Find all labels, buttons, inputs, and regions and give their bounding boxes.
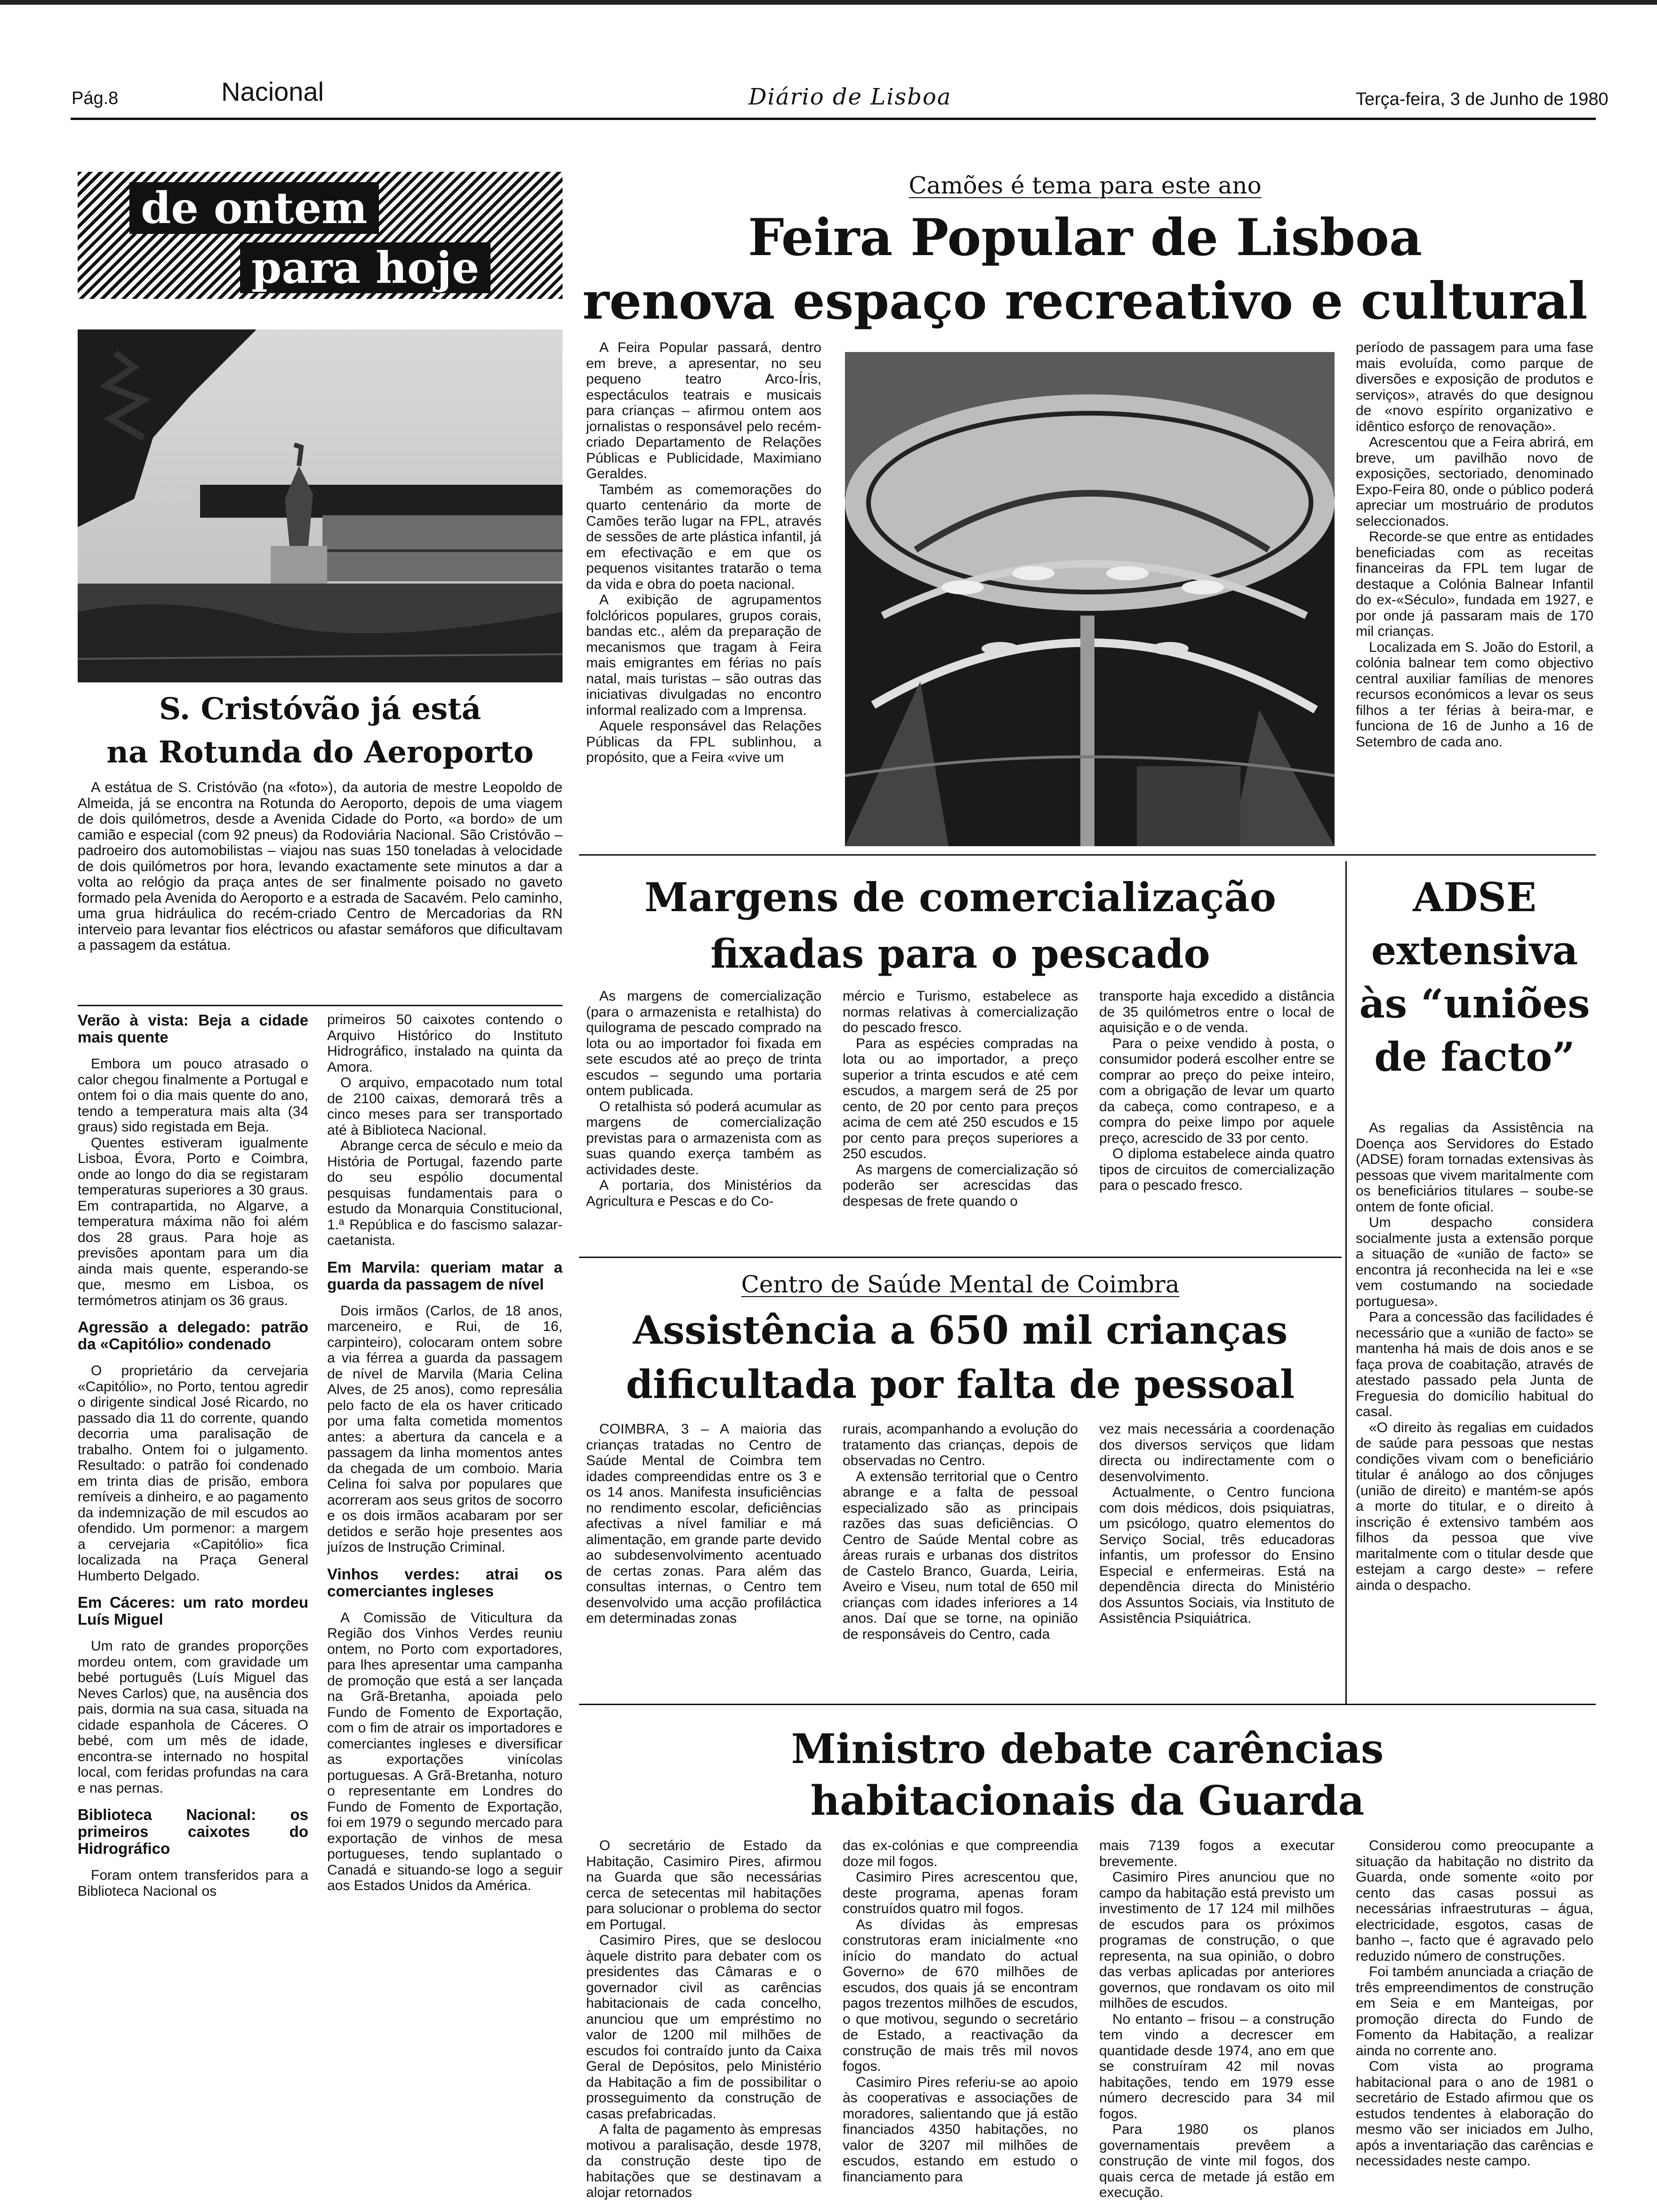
margens-col2-paragraph-2: Para as espécies compradas na lota ou ao importador, a preço superior a trinta escudos e até cem escudos, a margem será de 25 por cento, de 20 por cento para preços acima de cem até 250 escudos e 15 por cento para preços superiores a 250 escudos. bbox=[843, 1035, 1078, 1162]
margens-column-1 bbox=[586, 988, 821, 1252]
margens-col1-paragraph-1: As margens de comercialização (para o armazenista e retalhista) do quilograma de pescado comprado na lota ou ao importador foi fixada em sete escudos até ao preço de trinta escudos – segundo uma portaria ontem publicada. bbox=[586, 988, 821, 1098]
coimbra-column-3 bbox=[1099, 1421, 1335, 1697]
coimbra-col2-paragraph-1: rurais, acompanhando a evolução do tratamento das crianças, depois de observadas no Centro. bbox=[843, 1421, 1078, 1468]
coimbra-kicker: Centro de Saúde Mental de Coimbra bbox=[741, 1271, 1180, 1298]
guarda-col4-paragraph-1: Considerou como preocupante a situação da habitação no distrito da Guarda, onde somente «oito por cento das casas possui as necessárias infraestruturas – água, electricidade, esgotos, casas de banho –, facto que é agravado pelo reduzido número de construções. bbox=[1356, 1838, 1593, 1964]
feira-col3-paragraph-2: Acrescentou que a Feira abrirá, em breve, um pavilhão novo de exposições, sectoriado, denominado Expo-Feira 80, onde o público poderá apreciar um mostruário de produtos seleccionados. bbox=[1356, 434, 1593, 529]
margens-column-2 bbox=[843, 988, 1078, 1252]
guarda-col2-paragraph-2: Casimiro Pires acrescentou que, deste programa, apenas foram construídos quatro mil fogos. bbox=[843, 1869, 1078, 1916]
margens-col3-paragraph-1: transporte haja excedido a distância de 35 quilómetros entre o local de aquisição e o de venda. bbox=[1099, 988, 1335, 1035]
biblioteca-paragraph-3: Abrange cerca de século e meio da História de Portugal, fazendo parte do seu espólio documental pesquisas fundamentais para o estudo da Monarquia Constitucional, 1.ª República e do fascismo salazar-caetanista. bbox=[327, 1138, 563, 1248]
feira-photo bbox=[845, 352, 1335, 846]
margens-col2-paragraph-1: mércio e Turismo, estabelece as normas relativas à comercialização do pescado fresco. bbox=[843, 988, 1078, 1035]
margens-col1-paragraph-2: O retalhista só poderá acumular as margens de comercialização previstas para o armazenista com as suas quando exerça também as actividades deste. bbox=[586, 1098, 821, 1178]
guarda-col3-paragraph-4: Para 1980 os planos governamentais prevêem a construção de vinte mil fogos, dos quais cerca de metade já estão em execução. bbox=[1099, 2122, 1335, 2200]
feira-col1-paragraph-3: A exibição de agrupamentos folclóricos populares, grupos corais, bandas etc., além da preparação de mecanismos que tragam à Feira mais emigrantes em férias no país natal, mais turistas – são outras das iniciativas divulgadas no encontro informal realizado com a Imprensa. bbox=[586, 592, 821, 718]
guarda-col3-paragraph-2: Casimiro Pires anunciou que no campo da habitação está previsto um investimento de 17 124 mil milhões de escudos para os próximos programas de construção, o que representa, na sua opinião, o dobro das verbas aplicadas por anteriores governos, que rondavam os oito mil milhões de escudos. bbox=[1099, 1869, 1335, 2011]
adse-paragraph-4: «O direito às regalias em cuidados de saúde para pessoas que nestas condições vivam com o beneficiário titular é análogo ao dos cônjuges (união de direito) e mantém-se após a morte do titular, e o direito à inscrição é extensivo também aos filhos da pessoa que vive maritalmente com o titular desde que estejam a cargo deste» – refere ainda o despacho. bbox=[1356, 1419, 1593, 1593]
verao-paragraph-1: Embora um pouco atrasado o calor chegou finalmente a Portugal e ontem foi o dia mais quente do ano, tendo a temperatura mais alta (34 graus) sido registada em Beja. bbox=[78, 1056, 308, 1135]
page-number: Pág.8 bbox=[72, 88, 119, 108]
biblioteca-paragraph-2: O arquivo, empacotado num total de 2100 caixas, demorará três a cinco meses para ser transportado até à Biblioteca Nacional. bbox=[327, 1075, 563, 1138]
guarda-column-1 bbox=[586, 1838, 821, 2212]
biblioteca-paragraph-start: Foram ontem transferidos para a Biblioteca Nacional os bbox=[78, 1867, 308, 1899]
feira-col1-paragraph-4: Aquele responsável das Relações Públicas da FPL sublinhou, a propósito, que a Feira «vive um bbox=[586, 718, 821, 765]
statue-photo-illustration bbox=[78, 329, 563, 682]
feira-headline-2: renova espaço recreativo e cultural bbox=[582, 272, 1588, 331]
marvila-heading: Em Marvila: queriam matar a guarda da passagem de nível bbox=[327, 1258, 563, 1293]
feira-headline-1: Feira Popular de Lisboa bbox=[748, 208, 1422, 267]
guarda-column-4 bbox=[1356, 1838, 1593, 2212]
guarda-col1-paragraph-1: O secretário de Estado da Habitação, Casimiro Pires, afirmou na Guarda que são necessárias cerca de setecentas mil habitações para solucionar o problema do sector em Portugal. bbox=[586, 1838, 821, 1932]
vinhos-heading: Vinhos verdes: atrai os comerciantes ingleses bbox=[327, 1565, 563, 1600]
agressao-heading: Agressão a delegado: patrão da «Capitólio» condenado bbox=[78, 1318, 308, 1353]
margens-headline-2: fixadas para o pescado bbox=[710, 930, 1210, 977]
biblioteca-paragraph-cont: primeiros 50 caixotes contendo o Arquivo Histórico do Instituto Hidrográfico, instalado na quinta da Amora. bbox=[327, 1012, 563, 1075]
adse-paragraph-2: Um despacho considera socialmente justa a extensão porque a situação de «união de facto» se encontra já reconhecida na lei e «se vem costumando na sociedade portuguesa». bbox=[1356, 1215, 1593, 1309]
guarda-col2-paragraph-3: As dívidas às empresas construtoras eram inicialmente «no início do mandato do actual Governo» de 670 milhões de escudos, dos quais já se encontram pagos trezentos milhões de escudos, o que motivou, segundo o secretário de Estado, a reactivação da construção de mais três mil novos fogos. bbox=[843, 1916, 1078, 2074]
sao-cristovao-headline-1: S. Cristóvão já está bbox=[159, 691, 482, 727]
margens-column-3 bbox=[1099, 988, 1335, 1252]
guarda-headline-1: Ministro debate carências bbox=[791, 1725, 1384, 1773]
coimbra-col3-paragraph-1: vez mais necessária a coordenação dos diversos serviços que lidam directa ou indirectamente com o desenvolvimento. bbox=[1099, 1421, 1335, 1484]
coimbra-rule bbox=[579, 1704, 1596, 1705]
column-logo-line2: para hoje bbox=[240, 242, 491, 293]
coimbra-col3-paragraph-2: Actualmente, o Centro funciona com dois médicos, dois psiquiatras, um psicólogo, quatro elementos do Serviço Social, três educadoras infantis, um professor do Ensino Especial e enfermeiras. Está na dependência directa do Ministério dos Assuntos Sociais, via Instituto de Assistência Psiquiátrica. bbox=[1099, 1484, 1335, 1626]
margens-col1-paragraph-3: A portaria, dos Ministérios da Agricultura e Pescas e do Co- bbox=[586, 1178, 821, 1209]
coimbra-headline-1: Assistência a 650 mil crianças bbox=[633, 1308, 1288, 1353]
adse-paragraph-3: Para a concessão das facilidades é necessário que a «união de facto» se mantenha há mais de dois anos e se faça prova de coabitação, através de atestado passado pela Junta de Freguesia do domicílio habitual do casal. bbox=[1356, 1309, 1593, 1419]
guarda-col3-paragraph-3: No entanto – frisou – a construção tem vindo a decrescer em quantidade desde 1974, ano em que se construíram 42 mil novas habitações, tendo em 1979 esse número decrescido para 34 mil fogos. bbox=[1099, 2011, 1335, 2122]
briefs-column-1 bbox=[78, 1012, 308, 2212]
feira-col3-paragraph-4: Localizada em S. João do Estoril, a colónia balnear tem como objectivo central auxiliar famílias de menores recursos económicos a levar os seus filhos a ter férias à beira-mar, e funciona de 16 de Junho a 16 de Setembro de cada ano. bbox=[1356, 639, 1593, 750]
caceres-paragraph: Um rato de grandes proporções mordeu ontem, com gravidade um bebé português (Luís Miguel das Neves Carlos) que, na ausência dos pais, dormia na sua casa, situada na cidade espanhola de Cáceres. O bebé, com um mês de idade, encontra-se internado no hospital local, com feridas profundas na cara e nas pernas. bbox=[78, 1638, 308, 1796]
sao-cristovao-photo bbox=[78, 329, 563, 682]
adse-column-rule bbox=[1345, 861, 1347, 1704]
agressao-paragraph: O proprietário da cervejaria «Capitólio», no Porto, tentou agredir o dirigente sindical José Ricardo, no passado dia 11 do corrente, quando decorria uma paralisação de trabalho. Ontem foi o julgamento. Resultado: o patrão foi condenado em trinta dias de prisão, embora remíveis a dinheiro, e ao pagamento da indemnização de mil escudos ao ofendido. Um pormenor: a margem a cervejaria «Capitólio» fica localizada na Praça General Humberto Delgado. bbox=[78, 1363, 308, 1584]
column-logo bbox=[78, 172, 563, 299]
adse-headline: ADSE extensiva às “uniões de facto” bbox=[1359, 874, 1590, 1080]
guarda-col1-paragraph-3: A falta de pagamento às empresas motivou a paralisação, desde 1978, da construção deste tipo de habitações que se destinavam a alojar retornados bbox=[586, 2122, 821, 2200]
briefs-column-2 bbox=[327, 1012, 563, 2212]
guarda-col1-paragraph-2: Casimiro Pires, que se deslocou àquele distrito para debater com os presidentes das Câmaras e o governador civil as carências habitacionais de cada concelho, anunciou que um empréstimo no valor de 1200 mil milhões de escudos foi contraído junto da Caixa Geral de Depósitos, pelo Ministério da Habitação a fim de possibilitar o prosseguimento da construção de casas prefabricadas. bbox=[586, 1932, 821, 2122]
guarda-col4-paragraph-2: Foi também anunciada a criação de três empreendimentos de construção em Seia e em Manteigas, por promoção directa do Fundo de Fomento da Habitação, a realizar ainda no corrente ano. bbox=[1356, 1964, 1593, 2059]
feira-col3-paragraph-1: período de passagem para uma fase mais evoluída, como parque de diversões e exposição de produtos e serviços», através do que designou de «novo espírito organizativo e idêntico esforço de renovação». bbox=[1356, 340, 1593, 434]
feira-col1-paragraph-2: Também as comemorações do quarto centenário da morte de Camões terão lugar na FPL, através de sessões de arte plástica infantil, já em efectivação e em que os pequenos visitantes tratarão o tema da vida e obra do poeta nacional. bbox=[586, 481, 821, 592]
verao-paragraph-2: Quentes estiveram igualmente Lisboa, Évora, Porto e Coimbra, onde ao longo do dia se registaram temperaturas superiores a 30 graus. Em contrapartida, no Algarve, a temperatura máxima não foi além dos 28 graus. Para hoje as previsões apontam para um dia ainda mais quente, esperando-se que, mesmo em Lisboa, os termómetros atinjam os 36 graus. bbox=[78, 1135, 308, 1308]
fairground-ride-illustration bbox=[845, 352, 1335, 846]
guarda-col3-paragraph-1: mais 7139 fogos a executar brevemente. bbox=[1099, 1838, 1335, 1869]
sao-cristovao-headline-2: na Rotunda do Aeroporto bbox=[106, 735, 534, 770]
sao-cristovao-body bbox=[78, 780, 563, 1003]
column-logo-line1: de ontem bbox=[129, 182, 379, 234]
adse-column bbox=[1356, 1120, 1593, 1701]
issue-date: Terça-feira, 3 de Junho de 1980 bbox=[1356, 89, 1609, 109]
feira-rule bbox=[579, 854, 1596, 856]
guarda-column-3 bbox=[1099, 1838, 1335, 2212]
biblioteca-heading: Biblioteca Nacional: os primeiros caixotes do Hidrográfico bbox=[78, 1806, 308, 1857]
caceres-heading: Em Cáceres: um rato mordeu Luís Miguel bbox=[78, 1594, 308, 1628]
newspaper-name: Diário de Lisboa bbox=[748, 84, 952, 110]
top-border bbox=[0, 0, 1657, 5]
margens-col3-paragraph-2: Para o peixe vendido à posta, o consumidor poderá escolher entre se comprar ao preço do peixe inteiro, com a obrigação de levar um quarto da cabeça, como contrapeso, e a compra do peixe limpo por aquele preço, acrescido de 33 por cento. bbox=[1099, 1035, 1335, 1146]
guarda-col4-paragraph-3: Com vista ao programa habitacional para o ano de 1981 o secretário de Estado afirmou que os estudos tendentes à elaboração do mesmo vão ser iniciados em Julho, após a inventariação das carências e necessidades neste campo. bbox=[1356, 2059, 1593, 2169]
guarda-col2-paragraph-1: das ex-colónias e que compreendia doze mil fogos. bbox=[843, 1838, 1078, 1869]
margens-headline-1: Margens de comercialização bbox=[644, 874, 1276, 921]
sao-cristovao-text: A estátua de S. Cristóvão (na «foto»), da autoria de mestre Leopoldo de Almeida, já se encontra na Rotunda do Aeroporto, depois de uma viagem de dois quilómetros, desde a Avenida Cidade do Porto, «a bordo» de um camião e especial (com 92 pneus) da Rodoviária Nacional. São Cristóvão – padroeiro dos automobilistas – viajou nas suas 150 toneladas à velocidade de dois quilómetros por hora, levando exactamente sete minutos a dar a volta ao relógio da praça antes de ser finalmente poisado no gaveto formado pela Avenida do Aeroporto e a estrada de Sacavém. Pelo caminho, uma grua hidráulica do recém-criado Centro de Mercadorias da RN interveio para levantar fios eléctricos ou afastar semáforos que dificultavam a passagem da estátua. bbox=[78, 780, 563, 953]
feira-kicker: Camões é tema para este ano bbox=[909, 172, 1262, 199]
feira-column-1 bbox=[586, 340, 821, 848]
guarda-col2-paragraph-4: Casimiro Pires referiu-se ao apoio às cooperativas e associações de moradores, salientando que já estão financiados 4350 habitações, no valor de 3207 mil milhões de escudos, estando em estudo o financiamento para bbox=[843, 2074, 1078, 2185]
vinhos-paragraph: A Comissão de Viticultura da Região dos Vinhos Verdes reuniu ontem, no Porto com exportadores, para lhes apresentar uma campanha de promoção que está a ser lançada na Grã-Bretanha, apoiada pelo Fundo de Fomento de Exportação, com o fim de atrair os importadores e comerciantes ingleses e diversificar as exportações vinícolas portuguesas. A Grã-Bretanha, noturo o representante em Londres do Fundo de Fomento de Exportação, foi em 1979 o segundo mercado para exportação de vinhos de mesa portugueses, tendo suplantado o Canadá e situando-se logo a seguir aos Estados Unidos da América. bbox=[327, 1610, 563, 1893]
coimbra-column-2 bbox=[843, 1421, 1078, 1697]
guarda-headline-2: habitacionais da Guarda bbox=[810, 1777, 1365, 1825]
sao-cristovao-rule bbox=[78, 1005, 563, 1006]
verao-heading: Verão à vista: Beja a cidade mais quente bbox=[78, 1012, 308, 1046]
coimbra-col1-paragraph-1: COIMBRA, 3 – A maioria das crianças tratadas no Centro de Saúde Mental de Coimbra tem idades compreendidas entre os 3 e os 14 anos. Manifesta insuficiências no rendimento escolar, deficiências afectivas a nível familiar e má alimentação, em grande parte devido ao subdesenvolvimento acentuado de certas zonas. Para além das consultas internas, o Centro tem desenvolvido uma acção profiláctica em determinadas zonas bbox=[586, 1421, 821, 1626]
marvila-paragraph: Dois irmãos (Carlos, de 18 anos, marceneiro, e Rui, de 16, carpinteiro), colocaram ontem sobre a via férrea a guarda da passagem de nível de Marvila (Maria Celina Alves, de 25 anos), como represália pelo facto de ela os haver criticado por uma falta cometida momentos antes: a abertura da cancela e a passagem da linha momentos antes da chegada de um comboio. Maria Celina foi salva por populares que acorreram aos seus gritos de socorro e os dois irmãos acabaram por ser detidos e serão hoje presentes aos juízos de Instrução Criminal. bbox=[327, 1303, 563, 1555]
feira-column-3 bbox=[1356, 340, 1593, 848]
margens-rule bbox=[579, 1257, 1342, 1258]
masthead-rule bbox=[71, 118, 1596, 120]
adse-paragraph-1: As regalias da Assistência na Doença aos Servidores do Estado (ADSE) foram tornadas extensivas às pessoas que vivem maritalmente com os beneficiários titulares – soube-se ontem de fonte oficial. bbox=[1356, 1120, 1593, 1215]
coimbra-column-1 bbox=[586, 1421, 821, 1697]
section-name: Nacional bbox=[221, 77, 324, 106]
guarda-column-2 bbox=[843, 1838, 1078, 2212]
feira-col3-paragraph-3: Recorde-se que entre as entidades beneficiadas com as receitas financeiras da FPL tem lugar de destaque a Colónia Balnear Infantil do ex-«Século», fundada em 1927, e por onde já passaram mais de 170 mil crianças. bbox=[1356, 529, 1593, 639]
coimbra-col2-paragraph-2: A extensão territorial que o Centro abrange e a falta de pessoal especializado são as principais razões das suas deficiências. O Centro de Saúde Mental cobre as áreas rurais e urbanas dos distritos de Castelo Branco, Guarda, Leiria, Aveiro e Viseu, num total de 650 mil crianças com idades inferiores a 14 anos. Daí que se torne, na opinião de responsáveis do Centro, cada bbox=[843, 1468, 1078, 1642]
coimbra-headline-2: dificultada por falta de pessoal bbox=[626, 1362, 1295, 1407]
feira-col1-paragraph-1: A Feira Popular passará, dentro em breve, a apresentar, no seu pequeno teatro Arco-Íris, espectáculos teatrais e musicais para crianças – afirmou ontem aos jornalistas o responsável pelo recém-criado Departamento de Relações Públicas e Publicidade, Maximiano Geraldes. bbox=[586, 340, 821, 481]
margens-col2-paragraph-3: As margens de comercialização só poderão ser acrescidas das despesas de frete quando o bbox=[843, 1162, 1078, 1209]
margens-col3-paragraph-3: O diploma estabelece ainda quatro tipos de circuitos de comercialização para o pescado fresco. bbox=[1099, 1146, 1335, 1193]
